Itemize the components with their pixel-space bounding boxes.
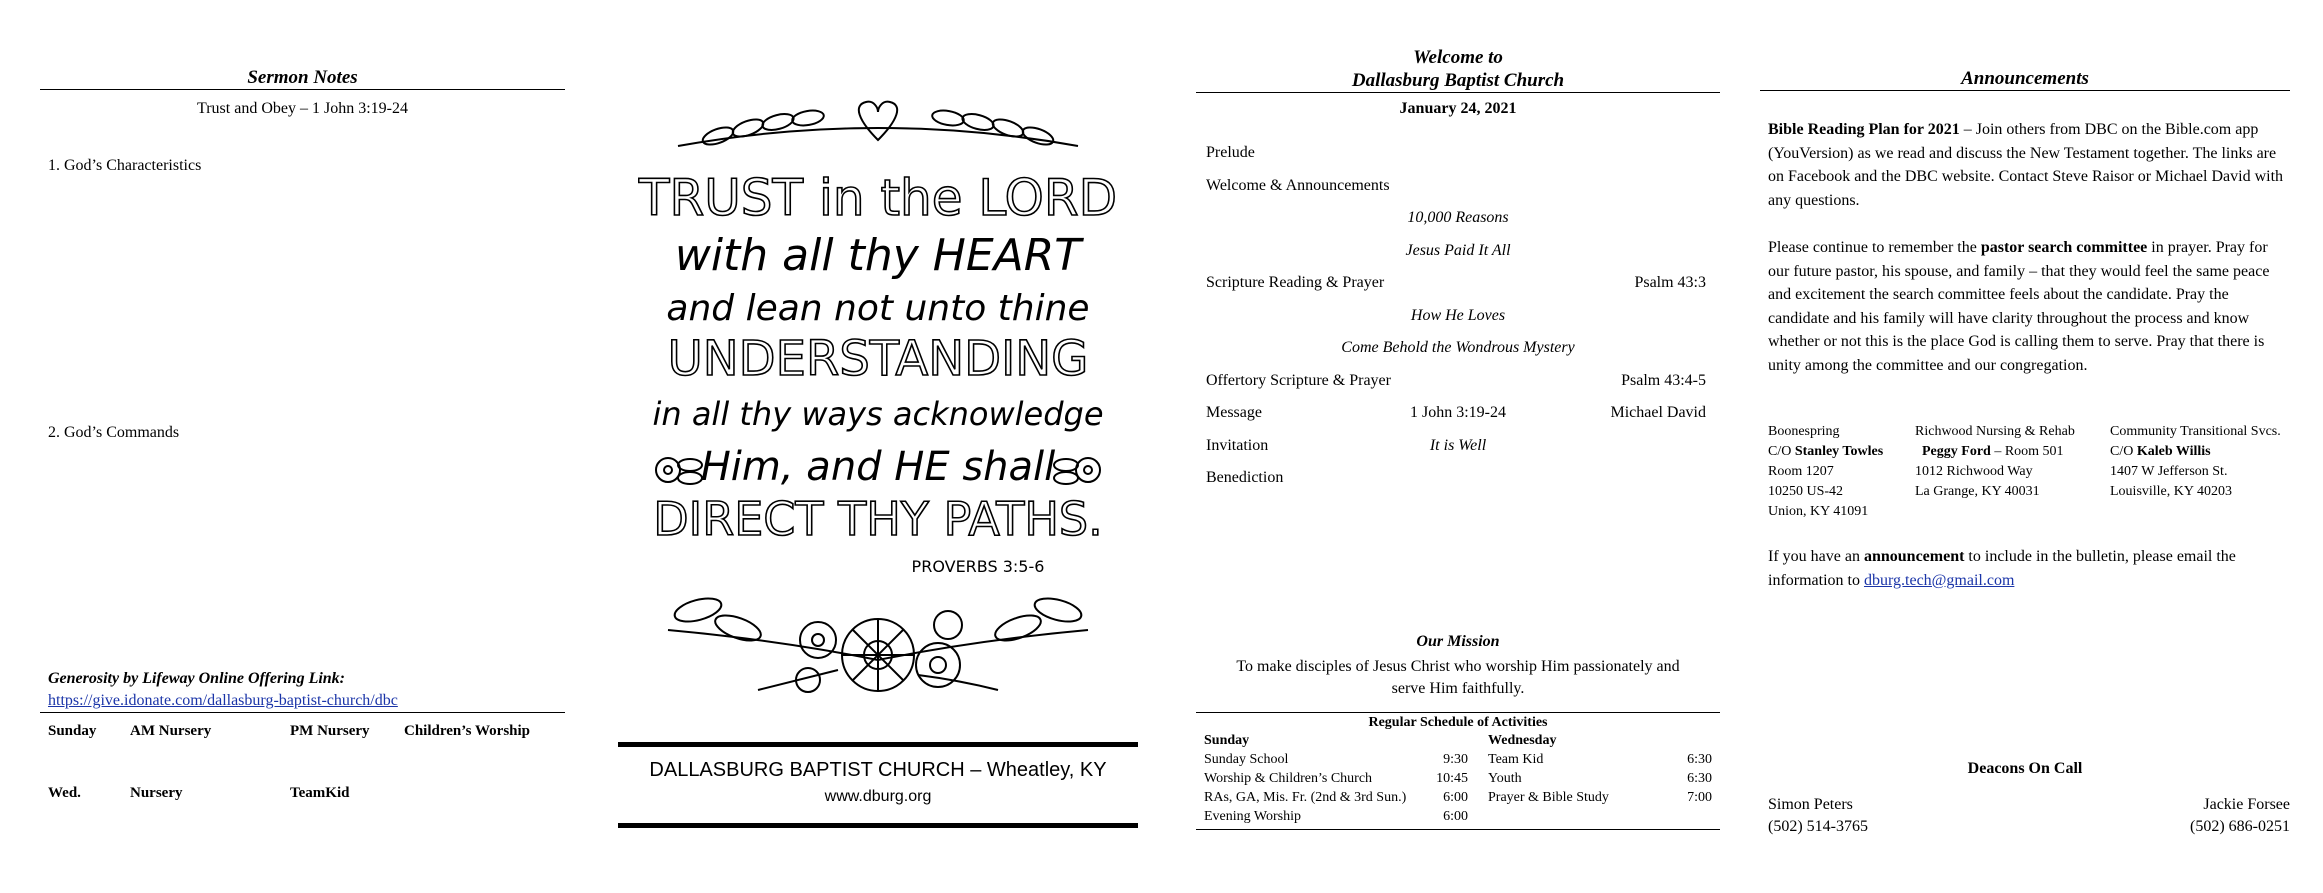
order-item — [1196, 372, 1720, 394]
pastor-search-post: in prayer. Pray for our future pastor, his spouse, and family – that they would feel the same peace and excitement the search committee feels about the candidate. Pray the candidate and his family will have clarity throughout the process and know whether or not this is the place God is calling them to serve. Pray that there is unity among the committee and our congregation. — [1768, 239, 2270, 374]
order-item — [1196, 144, 1720, 166]
schedule-time: 9:30 — [1443, 752, 1468, 767]
address-line: Room 1207 — [1768, 464, 1834, 479]
schedule-table — [1196, 712, 1720, 830]
nursery-wed-label: Nursery — [130, 785, 183, 801]
order-item-song: Jesus Paid It All — [1405, 241, 1511, 259]
address-line: 10250 US-42 — [1768, 484, 1844, 499]
order-item — [1196, 307, 1720, 329]
bible-plan-paragraph — [1768, 118, 2290, 212]
verse-line-3: and lean not unto thine — [666, 288, 1090, 329]
schedule-sunday-heading: Sunday — [1204, 733, 1250, 748]
address-co: C/O — [2110, 444, 2137, 459]
schedule-time: 10:45 — [1436, 771, 1468, 786]
order-item — [1196, 404, 1720, 426]
verse-artwork — [638, 80, 1118, 720]
verse-line-6: Him, and HE shall — [700, 444, 1056, 490]
nursery-teamkid-label: TeamKid — [290, 785, 350, 801]
order-item-label: Message — [1206, 404, 1262, 421]
schedule-title: Regular Schedule of Activities — [1368, 715, 1548, 730]
order-item-label: Benediction — [1206, 469, 1284, 486]
order-item — [1196, 437, 1720, 459]
order-item-right: Michael David — [1610, 404, 1706, 421]
address-place: Boonespring — [1768, 424, 1840, 439]
order-item-right: Psalm 43:3 — [1634, 274, 1706, 291]
schedule-wednesday-heading: Wednesday — [1488, 733, 1557, 748]
address-line: Louisville, KY 40203 — [2110, 484, 2232, 499]
sermon-subtitle: Trust and Obey – 1 John 3:19-24 — [197, 100, 408, 117]
address-card — [1915, 422, 2075, 502]
service-date: January 24, 2021 — [1399, 100, 1517, 117]
verse-line-4: UNDERSTANDING — [667, 331, 1089, 387]
email-link[interactable]: dburg.tech@gmail.com — [1863, 571, 2015, 589]
schedule-activity: RAs, GA, Mis. Fr. (2nd & 3rd Sun.) — [1204, 790, 1407, 805]
order-item-label: Prelude — [1206, 144, 1255, 161]
sermon-point-1: 1. God’s Characteristics — [48, 157, 202, 174]
order-item-label: Scripture Reading & Prayer — [1206, 274, 1385, 291]
welcome-title-line2: Dallasburg Baptist Church — [1351, 70, 1565, 91]
giving-link[interactable]: https://give.idonate.com/dallasburg-baptist-church/dbc — [48, 692, 398, 709]
deacons-heading: Deacons On Call — [1967, 760, 2083, 777]
address-line: 1407 W Jefferson St. — [2110, 464, 2228, 479]
address-room: – Room 501 — [1990, 444, 2064, 459]
schedule-activity: Team Kid — [1488, 752, 1544, 767]
pastor-search-paragraph — [1768, 236, 2290, 377]
address-place: Richwood Nursing & Rehab — [1915, 424, 2075, 439]
order-item — [1196, 177, 1720, 199]
order-item — [1196, 274, 1720, 296]
order-item — [1196, 242, 1720, 264]
address-card — [1768, 422, 1883, 522]
bible-plan-text: – Join others from DBC on the Bible.com app (YouVersion) as we read and discuss the New Testament together. The links are on Facebook and the DBC website. Contact Steve Raisor or Michael David with any questions. — [1768, 121, 2284, 209]
order-item-song: Come Behold the Wondrous Mystery — [1341, 339, 1575, 356]
giving-label: Generosity by Lifeway Online Offering Link: — [48, 670, 346, 687]
submit-announcement-paragraph — [1768, 545, 2290, 592]
schedule-time: 6:00 — [1443, 790, 1468, 805]
laurel-heart-icon — [678, 102, 1078, 148]
nursery-am-label: AM Nursery — [130, 723, 212, 739]
verse-line-5: in all thy ways acknowledge — [652, 395, 1104, 433]
submit-bold: announcement — [1863, 548, 1965, 565]
address-card — [2110, 422, 2281, 502]
schedule-time: 6:00 — [1443, 809, 1468, 824]
order-item — [1196, 469, 1720, 491]
giving-block — [48, 668, 398, 712]
nursery-pm-label: PM Nursery — [290, 723, 370, 739]
address-person: Peggy Ford — [1922, 444, 1991, 459]
nursery-day-wed: Wed. — [48, 785, 81, 801]
submit-pre: If you have an — [1768, 548, 1864, 565]
sermon-notes-panel — [40, 0, 565, 893]
address-person: Kaleb Willis — [2136, 444, 2211, 459]
deacon-left — [1768, 794, 1868, 838]
address-line: La Grange, KY 40031 — [1915, 484, 2040, 499]
schedule-time: 6:30 — [1687, 771, 1712, 786]
order-item-right: Psalm 43:4-5 — [1621, 371, 1706, 389]
order-item — [1196, 209, 1720, 231]
order-item-detail: 1 John 3:19-24 — [1410, 404, 1506, 421]
order-item-label: Welcome & Announcements — [1206, 176, 1390, 194]
nursery-day-sunday: Sunday — [48, 723, 97, 739]
floral-bouquet-icon — [668, 594, 1088, 692]
order-item — [1196, 339, 1720, 361]
bible-plan-heading: Bible Reading Plan for 2021 — [1768, 121, 1960, 138]
deacon-right — [2190, 794, 2290, 838]
address-line: 1012 Richwood Way — [1915, 464, 2033, 479]
announcements-title: Announcements — [1760, 67, 2290, 91]
deacon-right-name: Jackie Forsee — [2203, 796, 2290, 813]
schedule-activity: Youth — [1488, 771, 1522, 786]
address-co: C/O — [1768, 444, 1795, 459]
verse-line-2: with all thy HEART — [674, 230, 1082, 281]
pastor-search-bold: pastor search committee — [1980, 239, 2148, 256]
deacon-left-phone: (502) 514-3765 — [1768, 818, 1868, 835]
church-website[interactable]: www.dburg.org — [824, 788, 932, 805]
address-person: Stanley Towles — [1794, 444, 1884, 459]
welcome-title-line1: Welcome to — [1413, 47, 1503, 68]
address-place: Community Transitional Svcs. — [2110, 424, 2281, 439]
order-of-worship-panel — [1196, 0, 1720, 893]
mission-text: To make disciples of Jesus Christ who worship Him passionately and serve Him faithfully. — [1236, 658, 1680, 697]
deacon-left-name: Simon Peters — [1768, 796, 1853, 813]
announcements-panel — [1760, 0, 2290, 893]
sermon-point-2: 2. God’s Commands — [48, 424, 180, 441]
order-item-detail: It is Well — [1429, 436, 1487, 454]
order-item-song: How He Loves — [1410, 306, 1506, 324]
mission-heading: Our Mission — [1416, 633, 1500, 650]
order-item-label: Offertory Scripture & Prayer — [1206, 371, 1391, 389]
schedule-activity: Worship & Children’s Church — [1204, 771, 1373, 786]
sermon-notes-title: Sermon Notes — [40, 66, 565, 90]
pastor-search-pre: Please continue to remember the — [1768, 239, 1981, 256]
address-line: Union, KY 41091 — [1768, 504, 1869, 519]
cover-panel — [618, 0, 1138, 893]
order-item-song: 10,000 Reasons — [1407, 209, 1509, 226]
order-item-label: Invitation — [1206, 436, 1269, 454]
nursery-childrens-worship-label: Children’s Worship — [404, 723, 531, 739]
schedule-activity: Prayer & Bible Study — [1488, 790, 1609, 805]
church-banner — [618, 742, 1138, 828]
deacon-right-phone: (502) 686-0251 — [2190, 818, 2290, 835]
church-name: DALLASBURG BAPTIST CHURCH – Wheatley, KY — [649, 759, 1107, 781]
nursery-table — [40, 712, 565, 801]
submit-post: to include in the bulletin, please email the information to — [1768, 548, 2236, 589]
schedule-activity: Evening Worship — [1204, 809, 1301, 824]
welcome-title — [1196, 46, 1720, 93]
verse-reference: PROVERBS 3:5-6 — [911, 557, 1045, 576]
schedule-time: 6:30 — [1687, 752, 1712, 767]
schedule-time: 7:00 — [1687, 790, 1712, 805]
verse-line-7: DIRECT THY PATHS. — [653, 492, 1103, 546]
verse-line-1: TRUST in the LORD — [638, 169, 1118, 227]
schedule-activity: Sunday School — [1204, 752, 1289, 767]
